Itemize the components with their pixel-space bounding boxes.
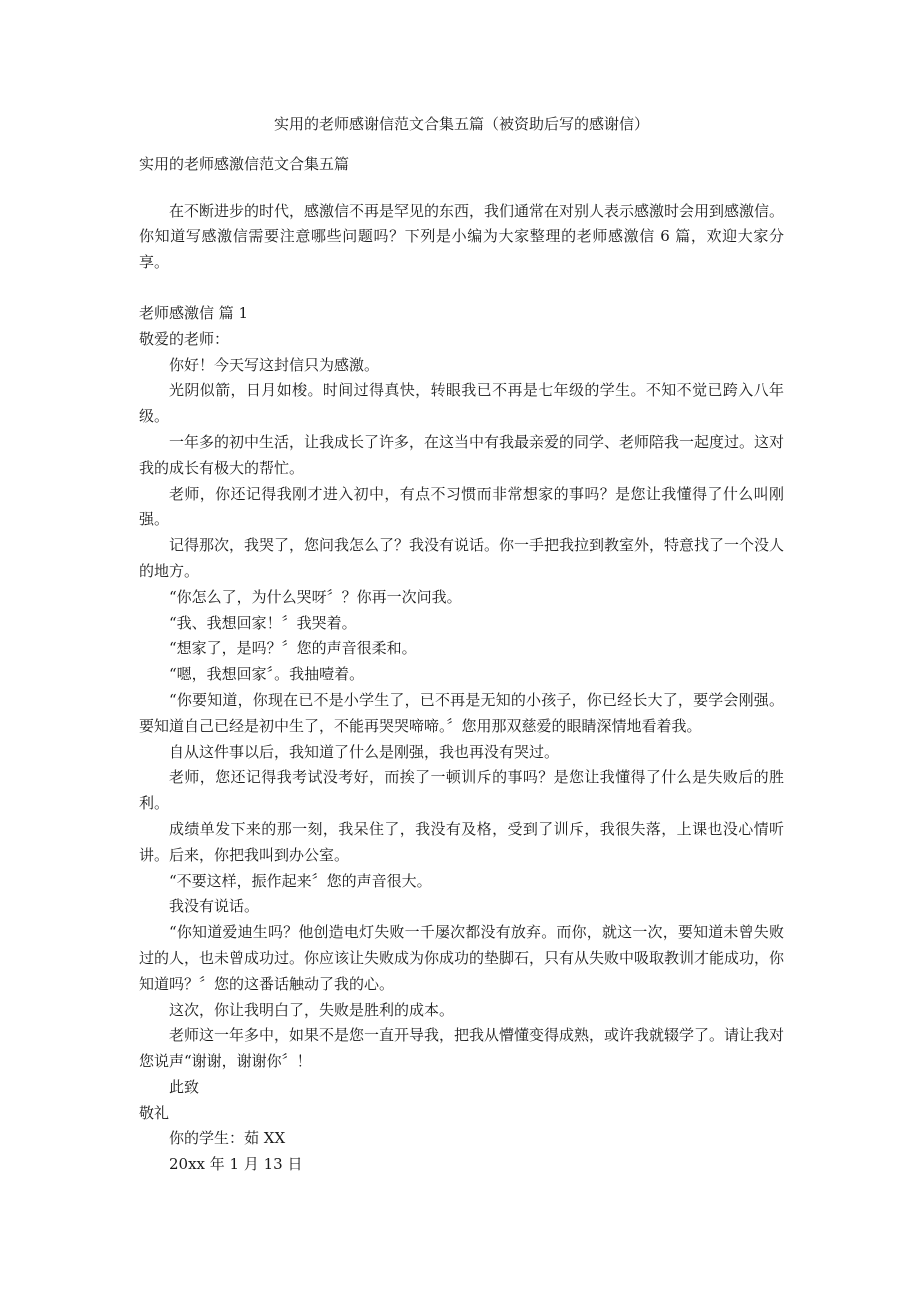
letter-paragraph: 老师，你还记得我刚才进入初中，有点不习惯而非常想家的事吗？是您让我懂得了什么叫刚强。 xyxy=(139,484,784,529)
letter-paragraph: “我、我想回家！〞我哭着。 xyxy=(169,613,357,632)
letter-paragraph: 老师这一年多中，如果不是您一直开导我，把我从懵懂变得成熟，或许我就辍学了。请让我对您说声“谢谢，谢谢你〞！ xyxy=(139,1026,785,1071)
closing-salute: 敬礼 xyxy=(139,1103,170,1122)
closing-line: 此致 xyxy=(169,1077,200,1096)
signature: 你的学生：茹 XX xyxy=(169,1129,286,1148)
letter-paragraph: 光阴似箭，日月如梭。时间过得真快，转眼我已不再是七年级的学生。不知不觉已跨入八年级。 xyxy=(139,381,784,426)
section-heading: 老师感激信 篇 1 xyxy=(139,303,249,322)
salutation: 敬爱的老师： xyxy=(139,329,230,348)
letter-paragraph: 这次，你让我明白了，失败是胜利的成本。 xyxy=(169,1000,455,1019)
letter-date: 20xx 年 1 月 13 日 xyxy=(169,1155,303,1174)
intro-paragraph: 在不断进步的时代，感激信不再是罕见的东西，我们通常在对别人表示感激时会用到感激信。你知道写感激信需要注意哪些问题吗？下列是小编为大家整理的老师感激信 6 篇，欢迎大家分享。 xyxy=(139,201,785,272)
letter-paragraph: 记得那次，我哭了，您问我怎么了？我没有说话。你一手把我拉到教室外，特意找了一个没人的地方。 xyxy=(139,536,785,580)
letter-paragraph: 自从这件事以后，我知道了什么是刚强，我也再没有哭过。 xyxy=(169,742,560,761)
document-page xyxy=(139,112,784,1178)
letter-paragraph: 老师，您还记得我考试没考好，而挨了一顿训斥的事吗？是您让我懂得了什么是失败后的胜利。 xyxy=(139,768,784,813)
letter-paragraph: 我没有说话。 xyxy=(169,897,260,916)
letter-paragraph: 成绩单发下来的那一刻，我呆住了，我没有及格，受到了训斥，我很失落，上课也没心情听讲。后来，你把我叫到办公室。 xyxy=(139,819,784,864)
letter-body xyxy=(139,327,784,1178)
letter-paragraph: “你怎么了，为什么哭呀〞？你再一次问我。 xyxy=(169,587,462,606)
document-title: 实用的老师感谢信范文合集五篇（被资助后写的感谢信） xyxy=(273,115,649,133)
letter-paragraph: “你知道爱迪生吗？他创造电灯失败一千屡次都没有放弃。而你，就这一次，要知道未曾失败过的人，也未曾成功过。你应该让失败成为你成功的垫脚石，只有从失败中吸取教训才能成功，你知道吗？〞您的这番话触动了我的心。 xyxy=(139,923,785,993)
document-subtitle: 实用的老师感激信范文合集五篇 xyxy=(139,154,350,173)
letter-paragraph: 你好！今天写这封信只为感激。 xyxy=(169,355,380,374)
letter-paragraph: “你要知道，你现在已不是小学生了，已不再是无知的小孩子，你已经长大了，要学会刚强。要知道自己已经是初中生了，不能再哭哭啼啼。〞您用那双慈爱的眼睛深情地看着我。 xyxy=(139,690,784,735)
letter-paragraph: 一年多的初中生活，让我成长了许多，在这当中有我最亲爱的同学、老师陪我一起度过。这对我的成长有极大的帮忙。 xyxy=(139,432,785,477)
letter-paragraph: “不要这样，振作起来〞您的声音很大。 xyxy=(169,871,432,890)
letter-paragraph: “想家了，是吗？〞您的声音很柔和。 xyxy=(169,639,417,658)
letter-paragraph: “嗯，我想回家〞。我抽噎着。 xyxy=(169,665,365,684)
